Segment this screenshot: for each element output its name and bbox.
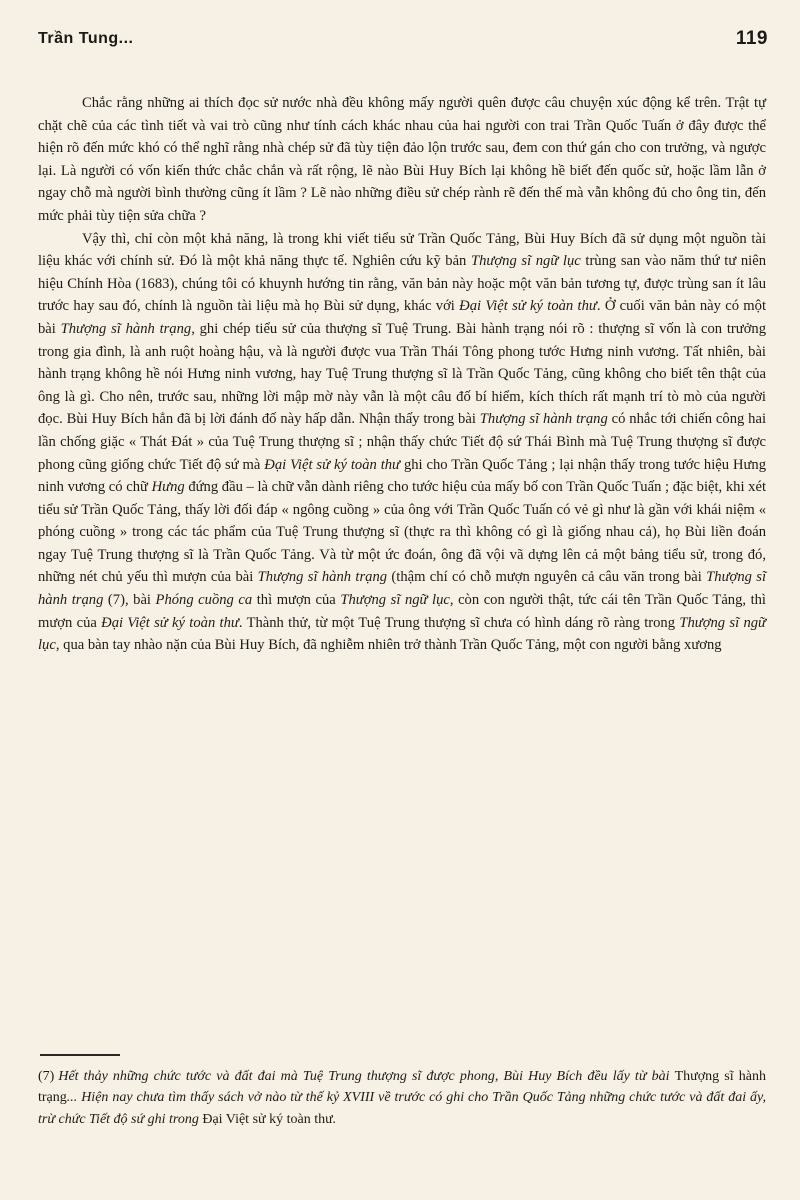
text-run: , qua bàn tay nhào nặn của Bùi Huy Bích, đã nghiễm nhiên trở thành Trần Quốc Tảng, một con người bằng xương [55,637,722,654]
text-run: Vậy thì, chỉ còn một khả năng, là trong khi viết tiểu sử Trần Quốc Tảng, Bùi Huy Bích đã sử dụng một nguồn tài liệu khác với chính sử. Đó là một khả năng thực tế. Nghiên cứu kỹ bản [38,230,766,270]
book-title: Thượng sĩ hành trạng [257,569,388,586]
text-run: . Ở cuối văn bản này có một bài [38,298,767,337]
footnote-divider [40,1054,120,1056]
text-run: (thậm chí có chỗ mượn nguyên cả câu văn trong bài [387,569,707,586]
paragraph-1: Chắc rằng những ai thích đọc sử nước nhà đều không mấy người quên được câu chuyện xúc động kể trên. Trật tự chặt chẽ của các tình tiết và vai trò cũng như tính cách khác nhau của hai người con trai Trần Quốc Tuấn ở đây được thể hiện rõ đến mức khó có thể nghĩ rằng nhà chép sử đã tùy tiện đảo lộn trước sau, đem con thứ gán cho con trưởng, và ngược lại. Là người có vốn kiến thức chắc chắn và rất rộng, lẽ nào Bùi Huy Bích lại không hề biết đến quốc sử, hoặc lầm lẫn ở ngay chỗ mà người bình thường cũng ít lầm ? Lẽ nào những điều sử chép rành rẽ đến thế mà vẫn không đủ cho ông tin, đến mức phải tùy tiện sửa chữa ? [38,95,766,224]
footnote-text: Hết thảy những chức tước và đất đai mà Tuệ Trung thượng sĩ được phong, Bùi Huy Bích đều lấy từ bài [58,1069,675,1084]
text-run: trùng san vào năm thứ tư niên hiệu Chính Hòa (1683), chúng tôi có khuynh hướng tin rằng, văn bản này hoặc một văn bản tương tự, được trùng san ít lâu trước hay sau đó, chính là nguồn tài liệu mà họ Bùi sử dụng, khác với [38,253,766,315]
text-run: , ghi chép tiểu sử của thượng sĩ Tuệ Trung. Bài hành trạng nói rõ : thượng sĩ vốn là con trưởng trong gia đình, là anh ruột hoàng hậu, và là người được vua Trần Thái Tông phong tước Hưng ninh vương. Tất nhiên, bài hành trạng không hề nói Hưng ninh vương, hay Tuệ Trung thượng sĩ là Trần Quốc Tảng, cũng không cho biết tên thật của ông là gì. Cho nên, trước sau, những lời mập mờ này vẫn là một câu đố bí hiểm, kích thích rất mạnh trí tò mò của người đọc. Bùi Huy Bích hẳn đã bị lời đánh đố này hấp dẫn. Nhận thấy trong bài [38,320,766,428]
text-run: ghi cho Trần Quốc Tảng ; lại nhận thấy trong tước hiệu Hưng ninh vương có chữ [38,456,766,496]
book-title: Thượng sĩ ngữ lục [471,253,581,270]
book-title: Phóng cuồng ca [155,592,253,609]
footnote-title: Thượng sĩ hành trạng [38,1069,766,1106]
footnote-text: . [332,1111,337,1127]
text-run: thì mượn của [252,592,341,609]
text-run: . Thành thử, từ một Tuệ Trung thượng sĩ chưa có hình dáng rõ ràng trong [238,614,680,631]
footnote-number: (7) [38,1069,55,1084]
emphasized-word: Hưng [151,479,185,496]
text-run: (7), bài [103,592,156,609]
book-title: Đại Việt sử ký toàn thư [459,298,597,315]
book-title: Thượng sĩ ngữ lục [38,614,767,654]
book-title: Thượng sĩ hành trạng [479,411,608,428]
footnote [38,1066,766,1130]
book-title: Thượng sĩ hành trạng [38,569,766,609]
running-title: Trần Tung... [38,30,134,47]
footnote-title: Đại Việt sử ký toàn thư [202,1111,333,1127]
paragraph-2 [38,228,766,657]
text-run: đứng đầu – là chữ vẫn dành riêng cho tước hiệu của mấy bố con Trần Quốc Tuấn ; đặc biệt, khi xét tiểu sử Trần Quốc Tảng, thấy lời đối đáp « ngông cuồng » của ông với Trần Quốc Tuấn có vẻ gì như là gần với khái niệm « phóng cuồng » trong các tác phẩm của Tuệ Trung thượng sĩ (thực ra thì không có gì là giống nhau cả), họ Bùi liền đoán ngay Tuệ Trung thượng sĩ là Trần Quốc Tảng. Và từ một ức đoán, ông đã vội vã dựng lên cả một bảng tiểu sử, trong đó, những nét chủ yếu thì mượn của bài [38,479,767,586]
footnote-text: ... Hiện nay chưa tìm thấy sách vở nào từ thế kỷ XVIII về trước có ghi cho Trần Quốc Tảng những chức tước và đất đai ấy, trừ chức Tiết độ sứ ghi trong [38,1090,766,1127]
book-title: Đại Việt sử ký toàn thư [101,614,239,631]
book-title: Thượng sĩ hành trạng [60,320,192,337]
running-header [38,30,768,54]
body-text [38,92,766,657]
text-run: có nhắc tới chiến công hai lần chống giặc « Thát Đát » của Tuệ Trung thượng sĩ ; nhận thấy chức Tiết độ sứ Thái Bình mà Tuệ Trung thượng sĩ được phong cũng giống chức Tiết độ sứ mà [38,411,767,473]
book-title: Đại Việt sử ký toàn thư [264,456,401,473]
book-title: Thượng sĩ ngữ lục [340,592,450,609]
page-number: 119 [735,28,768,49]
text-run: , còn con người thật, tức cái tên Trần Quốc Tảng, thì mượn của [38,592,766,631]
